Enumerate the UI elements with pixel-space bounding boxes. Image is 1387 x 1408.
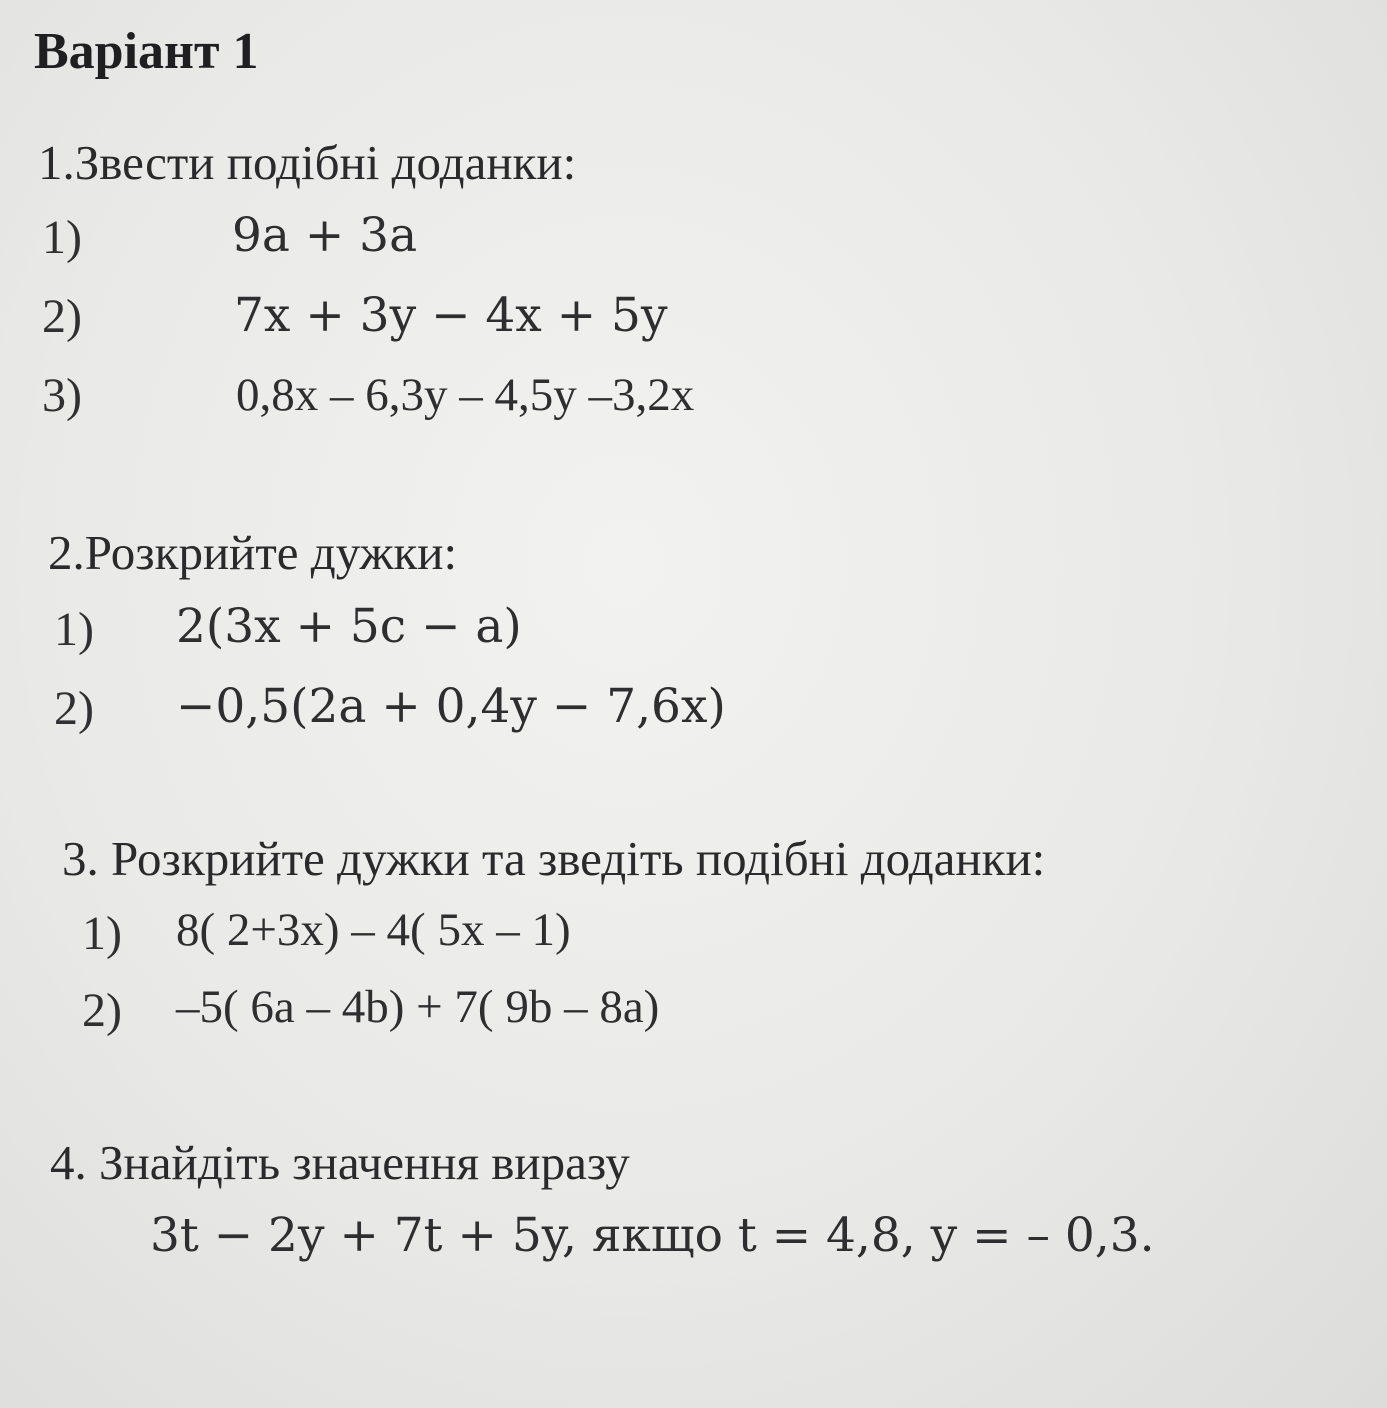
task-3-item-2-number: 2) (82, 984, 122, 1037)
task-4-heading: 4. Знайдіть значення виразу (50, 1135, 630, 1190)
task-2-item-2-expression: −0,5(2a + 0,4y − 7,6x) (176, 679, 726, 734)
task-1-heading: 1.Звести подібні доданки: (38, 135, 577, 190)
task-1-item-2-number: 2) (42, 290, 82, 343)
task-2-item-2-number: 2) (54, 682, 94, 735)
task-2-item-1-expression: 2(3x + 5c − a) (176, 599, 522, 654)
task-2-heading: 2.Розкрийте дужки: (48, 525, 458, 580)
task-1-item-2-expression: 7x + 3y − 4x + 5y (234, 288, 668, 343)
task-2-item-1-number: 1) (54, 603, 94, 656)
task-3-item-1-number: 1) (82, 907, 122, 960)
task-3-heading: 3. Розкрийте дужки та зведіть подібні доданки: (62, 831, 1046, 886)
task-1-item-3-expression: 0,8x – 6,3y – 4,5y –3,2x (236, 369, 695, 421)
task-1-item-1-expression: 9a + 3a (232, 208, 418, 263)
task-3-item-2-expression: –5( 6a – 4b) + 7( 9b – 8a) (176, 981, 660, 1033)
variant-title: Варіант 1 (34, 23, 259, 80)
task-1-item-1-number: 1) (42, 211, 82, 264)
task-3-item-1-expression: 8( 2+3x) – 4( 5x – 1) (176, 904, 571, 956)
task-1-item-3-number: 3) (42, 369, 82, 422)
task-4-expression: 3t − 2y + 7t + 5y, якщо t = 4,8, y = – 0,3. (150, 1208, 1155, 1263)
